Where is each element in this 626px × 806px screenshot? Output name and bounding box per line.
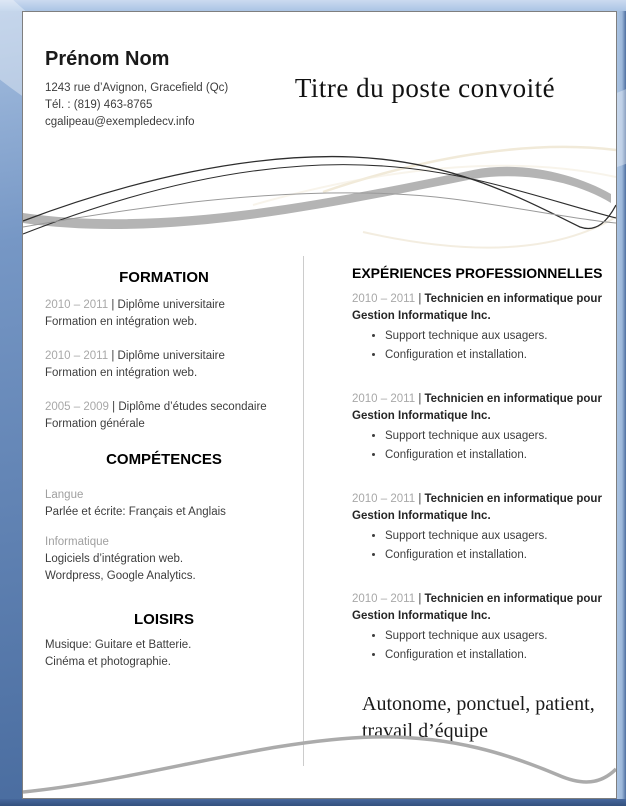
competences-groups bbox=[45, 487, 283, 585]
skill-line: Wordpress, Google Analytics. bbox=[45, 570, 196, 582]
education-entry bbox=[45, 348, 283, 382]
position-title: Technicien en informatique pour Gestion Informatique Inc. bbox=[352, 293, 602, 322]
left-column bbox=[45, 268, 283, 671]
diploma-title: Diplôme universitaire bbox=[117, 299, 225, 311]
loisirs-heading: LOISIRS bbox=[133, 611, 194, 628]
position-title: Technicien en informatique pour Gestion Informatique Inc. bbox=[352, 493, 602, 522]
frame-right-edge bbox=[617, 0, 626, 806]
closing-line: travail d’équipe bbox=[362, 720, 489, 742]
frame-left-edge bbox=[0, 0, 22, 806]
date-range: 2010 – 2011 bbox=[45, 350, 109, 362]
experience-bullets bbox=[352, 527, 614, 565]
separator: | bbox=[111, 350, 115, 362]
separator: | bbox=[418, 493, 422, 505]
address-line: 1243 rue d’Avignon, Gracefield (Qc) bbox=[45, 82, 229, 94]
frame-bottom-edge bbox=[0, 799, 626, 806]
experience-entries bbox=[352, 291, 614, 665]
cv-page bbox=[22, 11, 617, 799]
hobby-line: Musique: Guitare et Batterie. bbox=[45, 639, 192, 651]
separator: | bbox=[112, 401, 116, 413]
candidate-name: Prénom Nom bbox=[45, 48, 170, 70]
identity-block bbox=[45, 47, 228, 131]
experience-bullet: • Support technique aux usagers. bbox=[385, 427, 614, 446]
experience-title-line bbox=[352, 591, 614, 625]
experience-entry bbox=[352, 291, 614, 365]
diploma-title: Diplôme d’études secondaire bbox=[118, 401, 267, 413]
right-column bbox=[352, 264, 614, 745]
date-range: 2005 – 2009 bbox=[45, 401, 109, 413]
closing-line: Autonome, ponctuel, patient, bbox=[362, 693, 595, 715]
date-range: 2010 – 2011 bbox=[352, 493, 416, 505]
education-title-line bbox=[45, 348, 283, 365]
education-entry bbox=[45, 297, 283, 331]
column-divider bbox=[303, 256, 304, 766]
experience-title-line bbox=[352, 491, 614, 525]
experience-bullets bbox=[352, 427, 614, 465]
experience-bullets bbox=[352, 627, 614, 665]
skill-line: Logiciels d’intégration web. bbox=[45, 553, 184, 565]
experience-bullet: • Support technique aux usagers. bbox=[385, 627, 614, 646]
formation-entries bbox=[45, 297, 283, 433]
education-description: Formation en intégration web. bbox=[45, 367, 198, 379]
experience-entry bbox=[352, 591, 614, 665]
separator: | bbox=[111, 299, 115, 311]
bottom-wave-decoration bbox=[23, 728, 616, 798]
skill-group bbox=[45, 487, 283, 521]
frame-top-edge bbox=[0, 0, 626, 11]
hobby-line: Cinéma et photographie. bbox=[45, 656, 171, 668]
date-range: 2010 – 2011 bbox=[352, 293, 416, 305]
experience-title-line bbox=[352, 291, 614, 325]
experience-title-line bbox=[352, 391, 614, 425]
separator: | bbox=[418, 393, 422, 405]
skill-category-label: Informatique bbox=[45, 536, 109, 548]
experience-bullet: • Support technique aux usagers. bbox=[385, 327, 614, 346]
skill-line: Parlée et écrite: Français et Anglais bbox=[45, 506, 226, 518]
education-title-line bbox=[45, 297, 283, 314]
experience-bullet: • Configuration et installation. bbox=[385, 446, 614, 465]
date-range: 2010 – 2011 bbox=[352, 393, 416, 405]
experience-entry bbox=[352, 491, 614, 565]
experience-bullet: • Configuration et installation. bbox=[385, 546, 614, 565]
education-title-line bbox=[45, 399, 283, 416]
top-wave-decoration bbox=[23, 137, 616, 262]
date-range: 2010 – 2011 bbox=[45, 299, 109, 311]
separator: | bbox=[418, 593, 422, 605]
experience-entry bbox=[352, 391, 614, 465]
education-description: Formation générale bbox=[45, 418, 145, 430]
experience-bullet: • Configuration et installation. bbox=[385, 646, 614, 665]
experiences-heading: EXPÉRIENCES PROFESSIONNELLES bbox=[352, 265, 603, 281]
job-title: Titre du poste convoité bbox=[294, 73, 556, 103]
date-range: 2010 – 2011 bbox=[352, 593, 416, 605]
position-title: Technicien en informatique pour Gestion Informatique Inc. bbox=[352, 593, 602, 622]
experience-bullet: • Support technique aux usagers. bbox=[385, 527, 614, 546]
email-line: cgalipeau@exempledecv.info bbox=[45, 116, 195, 128]
skill-category-label: Langue bbox=[45, 489, 84, 501]
education-entry bbox=[45, 399, 283, 433]
formation-heading: FORMATION bbox=[119, 269, 209, 286]
phone-line: Tél. : (819) 463-8765 bbox=[45, 99, 153, 111]
loisirs-lines bbox=[45, 637, 283, 671]
diploma-title: Diplôme universitaire bbox=[117, 350, 225, 362]
experience-bullets bbox=[352, 327, 614, 365]
separator: | bbox=[418, 293, 422, 305]
competences-heading: COMPÉTENCES bbox=[106, 451, 222, 468]
skill-group bbox=[45, 534, 283, 585]
education-description: Formation en intégration web. bbox=[45, 316, 198, 328]
position-title: Technicien en informatique pour Gestion Informatique Inc. bbox=[352, 393, 602, 422]
experience-bullet: • Configuration et installation. bbox=[385, 346, 614, 365]
